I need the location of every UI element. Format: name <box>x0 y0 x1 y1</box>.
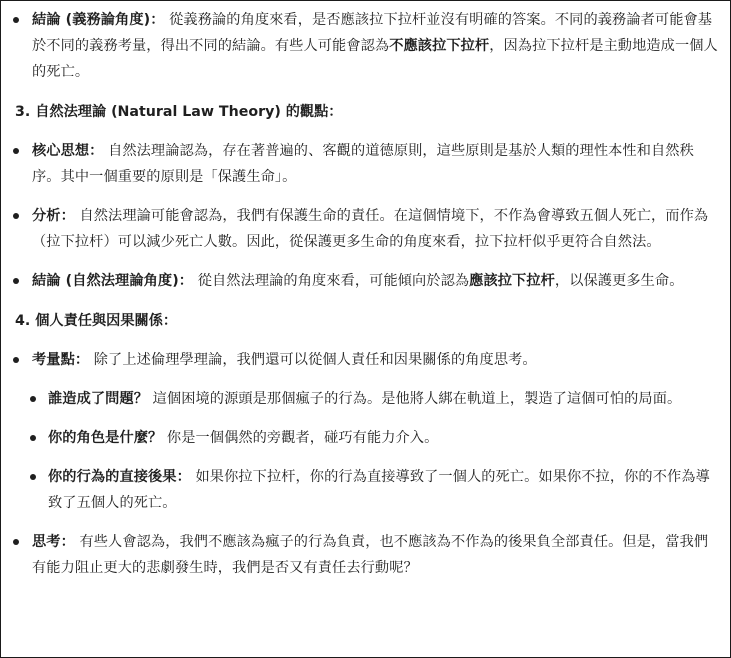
list-item-analysis <box>1 203 730 255</box>
item-emphasis: 不應該拉下拉杆 <box>389 38 490 54</box>
item-text: 有些人會認為，我們不應該為瘋子的行為負責，也不應該為不作為的後果負全部責任。但是，當我們有能力阻止更大的悲劇發生時，我們是否又有責任去行動呢？ <box>32 534 709 576</box>
item-label: 你的行為的直接後果： <box>48 469 191 485</box>
item-text: 這個困境的源頭是那個瘋子的行為。是他將人綁在軌道上，製造了這個可怕的局面。 <box>148 391 682 407</box>
item-text: ，以保護更多生命。 <box>554 273 684 289</box>
list-item-natural-law-conclusion <box>1 268 730 294</box>
item-text: 自然法理論可能會認為，我們有保護生命的責任。在這個情境下，不作為會導致五個人死亡，而作為（拉下拉杆）可以減少死亡人數。因此，從保護更多生命的角度來看，拉下拉杆似乎更符合自然法。 <box>32 208 709 250</box>
sub-item-your-role <box>1 425 730 451</box>
list-item-deontology-conclusion <box>1 7 730 85</box>
item-text: ，因為拉下拉杆是主動地造成一個人的死亡。 <box>32 38 718 80</box>
list-item-core-idea <box>1 138 730 190</box>
item-text: 自然法理論認為，存在著普遍的、客觀的道德原則，這些原則是基於人類的理性本性和自然秩序。其中一個重要的原則是「保護生命」。 <box>32 143 694 185</box>
item-text: 你是一個偶然的旁觀者，碰巧有能力介入。 <box>162 430 439 446</box>
section-heading-responsibility: 4. 個人責任與因果關係： <box>15 313 178 329</box>
item-label: 結論 (義務論角度)： <box>32 12 165 28</box>
item-label: 考量點： <box>32 352 90 368</box>
sub-item-who-caused <box>1 386 730 412</box>
item-label: 分析： <box>32 208 75 224</box>
document-content <box>1 7 730 581</box>
list-item-reflection <box>1 529 730 581</box>
item-label: 結論 (自然法理論角度)： <box>32 273 194 289</box>
list-item-considerations <box>1 347 730 373</box>
item-label: 核心思想： <box>32 143 104 159</box>
item-label: 誰造成了問題？ <box>48 391 149 407</box>
item-text: 除了上述倫理學理論，我們還可以從個人責任和因果關係的角度思考。 <box>89 352 537 368</box>
item-label: 你的角色是什麼？ <box>48 430 163 446</box>
item-text: 從義務論的角度來看，是否應該拉下拉杆並沒有明確的答案。不同的義務論者可能會基於不同的義務考量，得出不同的結論。有些人可能會認為 <box>32 12 713 54</box>
item-text: 如果你拉下拉杆，你的行為直接導致了一個人的死亡。如果你不拉，你的不作為導致了五個人的死亡。 <box>48 469 710 511</box>
item-emphasis: 應該拉下拉杆 <box>469 273 555 289</box>
section-heading-natural-law: 3. 自然法理論 (Natural Law Theory) 的觀點： <box>15 104 343 120</box>
item-label: 思考： <box>32 534 75 550</box>
item-text: 從自然法理論的角度來看，可能傾向於認為 <box>193 273 470 289</box>
sub-item-direct-consequence <box>1 464 730 516</box>
